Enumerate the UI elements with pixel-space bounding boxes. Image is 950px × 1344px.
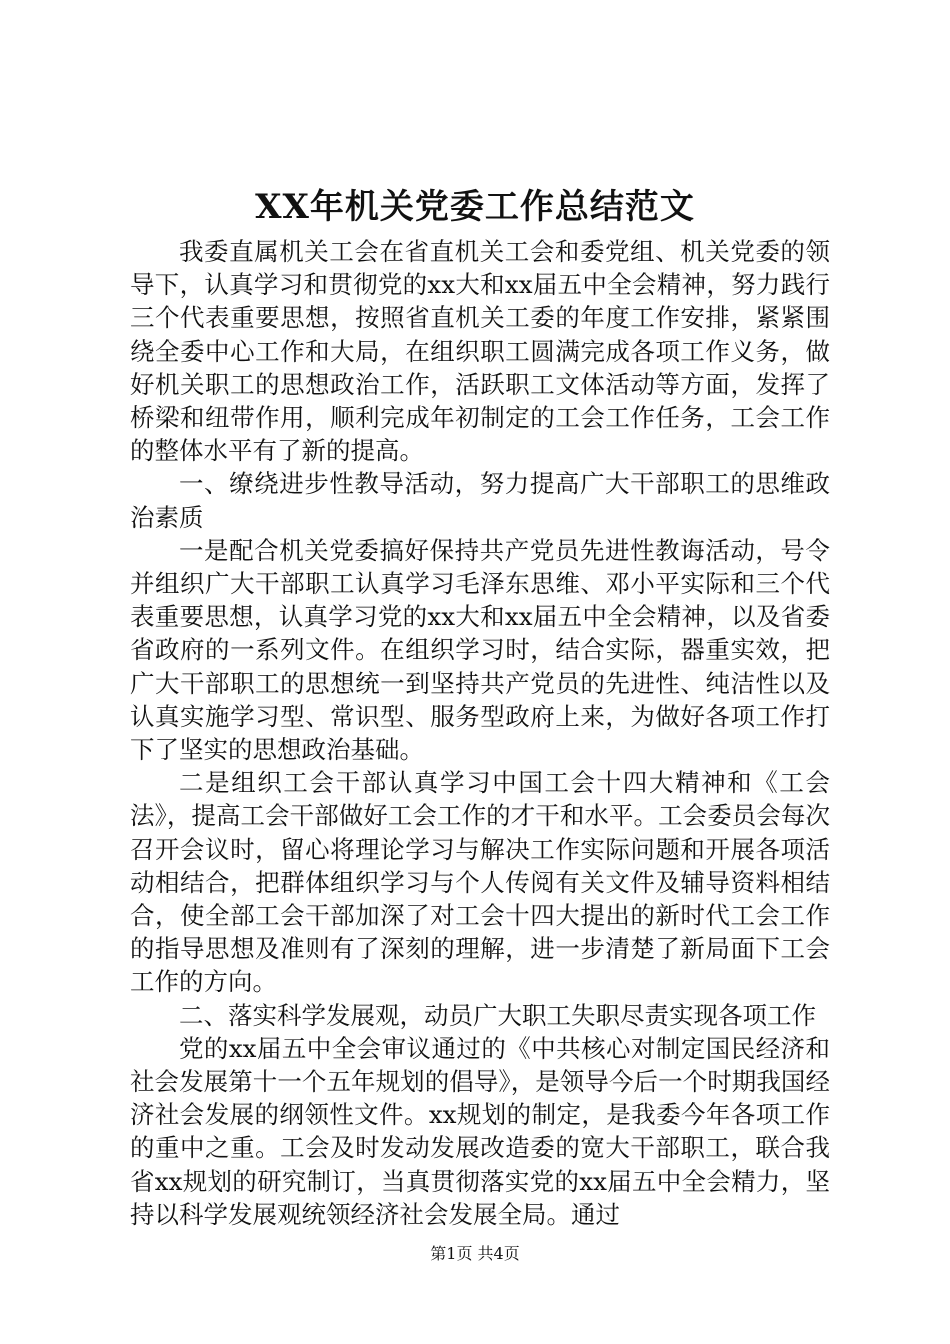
document-title: XX年机关党委工作总结范文 [255, 187, 695, 227]
intro-paragraph: 我委直属机关工会在省直机关工会和委党组、机关党委的领导下，认真学习和贯彻党的xx大和xx届五中全会精神，努力践行三个代表重要思想，按照省直机关工委的年度工作安排，紧紧围绕全委中心工作和大局，在组织职工圆满完成各项工作义务，做好机关职工的思想政治工作，活跃职工文体活动等方面，发挥了桥梁和纽带作用，顺利完成年初制定的工会工作任务，工会工作的整体水平有了新的提高。 [130, 237, 830, 466]
body-paragraph: 党的xx届五中全会审议通过的《中共核心对制定国民经济和社会发展第十一个五年规划的倡导》，是领导今后一个时期我国经济社会发展的纲领性文件。xx规划的制定，是我委今年各项工作的重中之重。工会及时发动发展改造委的宽大干部职工，联合我省xx规划的研究制订，当真贯彻落实党的xx届五中全会精力，坚持以科学发展观统领经济社会发展全局。通过 [130, 1033, 830, 1229]
body-paragraph: 二是组织工会干部认真学习中国工会十四大精神和《工会法》，提高工会干部做好工会工作的才干和水平。工会委员会每次召开会议时，留心将理论学习与解决工作实际问题和开展各项活动相结合，把群体组织学习与个人传阅有关文件及辅导资料相结合，使全部工会干部加深了对工会十四大提出的新时代工会工作的指导思想及准则有了深刻的理解，进一步清楚了新局面下工会工作的方向。 [130, 768, 830, 997]
section-heading-2: 二、落实科学发展观，动员广大职工失职尽责实现各项工作 [179, 1000, 816, 1030]
section-heading-1: 一、缭绕进步性教导活动，努力提高广大干部职工的思维政治素质 [130, 469, 830, 532]
body-paragraph: 一是配合机关党委搞好保持共产党员先进性教诲活动，号令并组织广大干部职工认真学习毛泽东思维、邓小平实际和三个代表重要思想，认真学习党的xx大和xx届五中全会精神，以及省委省政府的一系列文件。在组织学习时，结合实际，器重实效，把广大干部职工的思想统一到坚持共产党员的先进性、纯洁性以及认真实施学习型、常识型、服务型政府上来，为做好各项工作打下了坚实的思想政治基础。 [130, 535, 830, 765]
document-body [130, 235, 830, 1231]
page-footer: 第1页 共4页 [430, 1244, 520, 1263]
